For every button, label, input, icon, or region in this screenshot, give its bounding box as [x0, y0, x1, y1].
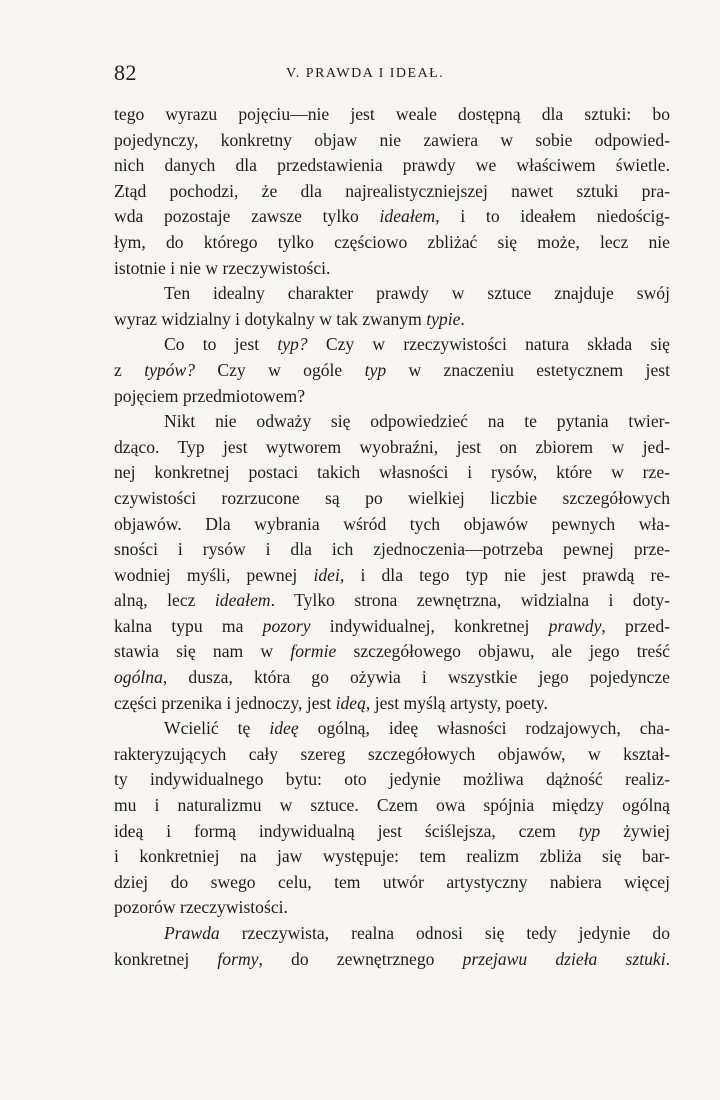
text-segment: ogólną, ideę własności rodzajowych, cha-	[298, 718, 670, 739]
text-line	[114, 639, 670, 665]
italic-text: ogólna	[114, 667, 163, 688]
text-segment: ty indywidualnego bytu: oto jedynie możliwa dążność realiz-	[114, 769, 670, 790]
text-line	[114, 332, 670, 358]
text-line	[114, 153, 670, 179]
italic-text: typie	[426, 308, 461, 329]
text-line	[114, 767, 670, 793]
text-line	[114, 256, 670, 282]
text-segment: Co to jest	[164, 334, 278, 355]
text-line	[114, 691, 670, 717]
text-segment: nich danych dla przedstawienia prawdy we właściwem świetle.	[114, 155, 670, 176]
italic-text: ideałem	[214, 590, 271, 611]
text-line	[114, 844, 670, 870]
text-segment: Czy w ogóle	[195, 359, 365, 380]
italic-text: Prawda	[164, 923, 220, 943]
text-segment: ideą i formą indywidualną jest ściślejsza, czem	[114, 820, 579, 841]
italic-text: pozory	[262, 615, 311, 636]
text-line	[114, 819, 670, 845]
text-segment: konkretnej	[114, 948, 218, 969]
text-segment: dziej do swego celu, tem utwór artystyczny nabiera więcej	[114, 871, 670, 892]
text-segment: Wcielić tę	[164, 718, 270, 739]
text-line	[114, 409, 670, 435]
text-line	[114, 716, 670, 742]
text-segment: , i to ideałem niedościg-	[435, 206, 670, 227]
italic-text: formy	[217, 948, 259, 969]
text-line	[114, 537, 670, 563]
running-title: V. PRAWDA I IDEAŁ.	[286, 66, 445, 81]
italic-text: przejawu dzieła sztuki	[462, 948, 666, 969]
text-segment: indywidualnej, konkretnej	[310, 615, 549, 636]
italic-text: formie	[290, 641, 337, 662]
page-header	[114, 60, 670, 90]
text-line	[114, 128, 670, 154]
text-segment: alną, lecz	[114, 590, 215, 611]
text-segment: , dusza, która go ożywia i wszystkie jego pojedyncze	[162, 667, 670, 688]
text-segment: żywiej	[600, 820, 671, 841]
text-segment: istotnie i nie w rzeczywistości.	[114, 257, 331, 278]
text-segment: .	[460, 308, 465, 329]
text-line	[114, 895, 670, 921]
text-segment: , jest myślą artysty, poety.	[365, 692, 548, 713]
text-line	[114, 665, 670, 691]
text-segment: wda pozostaje zawsze tylko	[114, 206, 380, 227]
text-segment: nej konkretnej postaci takich własności i rysów, które w rze-	[114, 462, 670, 483]
text-segment: pozorów rzeczywistości.	[114, 897, 288, 918]
text-segment: czywistości rozrzucone są po wielkiej liczbie szczegółowych	[114, 487, 670, 508]
italic-text: ideą	[335, 692, 366, 713]
text-segment: i konkretniej na jaw występuje: tem realizm zbliża się bar-	[114, 846, 670, 867]
text-line	[114, 742, 670, 768]
text-line	[114, 870, 670, 896]
italic-text: ideałem	[379, 206, 436, 227]
text-segment: w znaczeniu estetycznem jest	[386, 359, 670, 380]
text-segment: wodniej myśli, pewnej	[114, 564, 314, 585]
text-segment: , do zewnętrznego	[258, 948, 463, 969]
text-segment: Ten idealny charakter prawdy w sztuce znajduje swój	[164, 283, 670, 304]
text-segment: objawów. Dla wybrania wśród tych objawów pewnych wła-	[114, 513, 670, 534]
text-segment: , przed-	[601, 615, 670, 636]
body-text	[114, 102, 670, 972]
text-line	[114, 358, 670, 384]
text-line	[114, 179, 670, 205]
text-segment: Nikt nie odważy się odpowiedzieć na te pytania twier-	[164, 411, 670, 432]
italic-text: typ	[578, 820, 601, 841]
text-segment: pojęciem przedmiotowem?	[114, 385, 306, 406]
text-segment: .	[665, 948, 670, 969]
italic-text: prawdy	[548, 615, 602, 636]
text-segment: łym, do którego tylko częściowo zbliżać się może, lecz nie	[114, 231, 670, 252]
text-line	[114, 435, 670, 461]
text-segment: z	[114, 359, 145, 380]
text-line	[114, 384, 670, 410]
text-line	[114, 281, 670, 307]
italic-text: typów?	[144, 359, 196, 380]
text-segment: dząco. Typ jest wytworem wyobraźni, jest on zbiorem w jed-	[114, 436, 670, 457]
italic-text: ideę	[269, 718, 299, 739]
text-line	[114, 614, 670, 640]
text-segment: . Tylko strona zewnętrzna, widzialna i doty-	[270, 590, 670, 611]
text-segment: szczegółowego objawu, ale jego treść	[336, 641, 670, 662]
text-segment: rzeczywista, realna odnosi się tedy jedynie do	[219, 923, 670, 943]
text-segment: stawia się nam w	[114, 641, 291, 662]
text-line	[114, 588, 670, 614]
text-line	[114, 204, 670, 230]
text-line	[114, 512, 670, 538]
page-number: 82	[114, 60, 137, 85]
text-line	[114, 230, 670, 256]
text-segment: sności i rysów i dla ich zjednoczenia—potrzeba pewnej prze-	[114, 539, 670, 560]
text-segment: wyraz widzialny i dotykalny w tak zwanym	[114, 308, 427, 329]
italic-text: idei,	[313, 564, 345, 585]
text-segment: rakteryzujących cały szereg szczegółowych objawów, w kształ-	[114, 743, 670, 764]
text-line	[114, 307, 670, 333]
text-line	[114, 102, 670, 128]
text-segment: i dla tego typ nie jest prawdą re-	[344, 564, 670, 585]
text-line	[114, 947, 670, 973]
text-segment: części przenika i jednoczy, jest	[114, 692, 336, 713]
text-line	[114, 460, 670, 486]
text-line	[114, 563, 670, 589]
italic-text: typ?	[277, 334, 308, 355]
italic-text: typ	[364, 359, 387, 380]
text-segment: tego wyrazu pojęciu—nie jest weale dostępną dla sztuki: bo	[114, 104, 670, 124]
text-line	[114, 486, 670, 512]
text-segment: Czy w rzeczywistości natura składa się	[307, 334, 670, 355]
text-segment: kalna typu ma	[114, 615, 263, 636]
text-segment: Ztąd pochodzi, że dla najrealistyczniejszej nawet sztuki pra-	[114, 180, 670, 201]
text-line	[114, 921, 670, 947]
text-line	[114, 793, 670, 819]
text-segment: pojedynczy, konkretny objaw nie zawiera w sobie odpowied-	[114, 129, 670, 150]
text-segment: mu i naturalizmu w sztuce. Czem owa spójnia między ogólną	[114, 795, 670, 816]
